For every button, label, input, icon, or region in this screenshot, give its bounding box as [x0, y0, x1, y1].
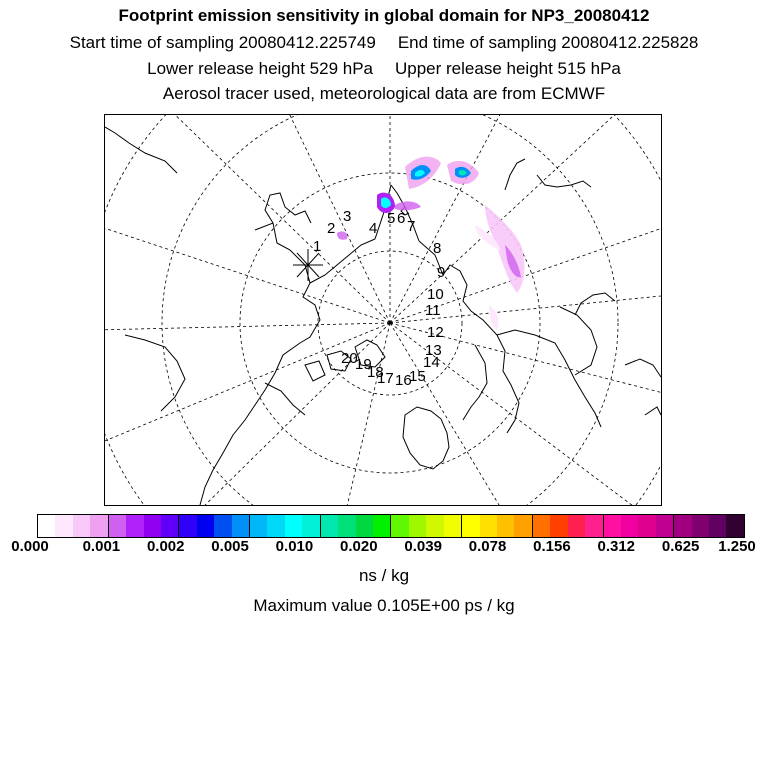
colorbar-tick-label: 0.002: [146, 538, 185, 555]
track-label: 3: [343, 208, 352, 225]
colorbar-cell: [356, 515, 373, 537]
colorbar-cell: [409, 515, 426, 537]
tracer-note: Aerosol tracer used, meteorological data are from ECMWF: [162, 84, 606, 103]
colorbar-cell: [621, 515, 638, 537]
colorbar-cell: [302, 515, 320, 537]
colorbar-cell: [656, 515, 674, 537]
track-label: 2: [327, 220, 336, 237]
colorbar-cell: [144, 515, 161, 537]
colorbar-cell: [692, 515, 709, 537]
colorbar-cell: [90, 515, 108, 537]
colorbar-cell: [197, 515, 214, 537]
track-label: 18: [367, 364, 384, 381]
colorbar-tick-label: 0.312: [597, 538, 636, 555]
colorbar-ticks: [0, 538, 768, 562]
colorbar-cell: [109, 515, 126, 537]
colorbar-tick-label: 1.250: [718, 538, 756, 555]
track-label: 14: [423, 354, 440, 371]
colorbar-tick-label: 0.001: [82, 538, 121, 555]
colorbar-tick-label: 0.078: [468, 538, 507, 555]
colorbar-cell: [604, 515, 621, 537]
footprint-map: [104, 114, 662, 506]
release-heights: [0, 59, 768, 79]
track-label: 13: [425, 342, 442, 359]
colorbar-cell: [391, 515, 408, 537]
colorbar-cell: [250, 515, 267, 537]
track-label: 19: [355, 356, 372, 373]
colorbar-cell: [267, 515, 284, 537]
colorbar-cell: [179, 515, 196, 537]
track-label: 8: [433, 240, 442, 257]
colorbar-cell: [373, 515, 391, 537]
colorbar-cell: [638, 515, 655, 537]
colorbar-cell: [462, 515, 479, 537]
track-label: 20: [341, 350, 358, 367]
colorbar-tick-label: 0.156: [533, 538, 571, 555]
colorbar-cell: [321, 515, 338, 537]
colorbar-cell: [161, 515, 179, 537]
colorbar: [37, 514, 745, 538]
colorbar-tick-label: 0.005: [211, 538, 249, 555]
start-time: Start time of sampling 20080412.225749: [69, 33, 376, 52]
track-label: 6: [397, 210, 406, 227]
colorbar-units: ns / kg: [358, 566, 410, 585]
track-label: 4: [369, 220, 378, 237]
colorbar-cell: [709, 515, 726, 537]
track-label: 16: [395, 372, 412, 389]
colorbar-cell: [126, 515, 143, 537]
colorbar-cell: [232, 515, 250, 537]
sampling-times: [0, 33, 768, 53]
colorbar-cell: [497, 515, 514, 537]
end-time: End time of sampling 20080412.225828: [397, 33, 699, 52]
colorbar-cell: [550, 515, 567, 537]
colorbar-tick-label: 0.010: [275, 538, 314, 555]
maximum-value: Maximum value 0.105E+00 ps / kg: [253, 596, 515, 615]
colorbar-cell: [444, 515, 462, 537]
colorbar-cell: [338, 515, 355, 537]
upper-release-height: Upper release height 515 hPa: [395, 59, 621, 78]
track-label: 17: [377, 370, 394, 387]
colorbar-cell: [514, 515, 532, 537]
colorbar-cell: [726, 515, 743, 537]
colorbar-cell: [285, 515, 302, 537]
colorbar-tick-label: 0.000: [11, 538, 49, 555]
colorbar-cell: [533, 515, 550, 537]
colorbar-tick-label: 0.020: [340, 538, 378, 555]
colorbar-cell: [38, 515, 55, 537]
track-label: 1: [313, 238, 322, 255]
track-label: 7: [407, 218, 416, 235]
colorbar-tick-label: 0.039: [404, 538, 442, 555]
plot-title: Footprint emission sensitivity in global domain for NP3_20080412: [118, 6, 650, 25]
colorbar-tick-label: 0.625: [661, 538, 700, 555]
track-label: 15: [409, 368, 426, 385]
track-label: 12: [427, 324, 444, 341]
track-label: 11: [425, 302, 441, 319]
colorbar-cell: [55, 515, 72, 537]
track-label: 10: [427, 286, 444, 303]
coastlines: [105, 127, 661, 505]
track-label: 5: [387, 210, 396, 227]
colorbar-cell: [426, 515, 443, 537]
colorbar-cell: [480, 515, 497, 537]
colorbar-cell: [568, 515, 585, 537]
colorbar-cell: [585, 515, 603, 537]
lower-release-height: Lower release height 529 hPa: [147, 59, 373, 78]
colorbar-cell: [674, 515, 691, 537]
track-label: 9: [437, 264, 446, 281]
colorbar-cell: [73, 515, 90, 537]
colorbar-cell: [214, 515, 231, 537]
